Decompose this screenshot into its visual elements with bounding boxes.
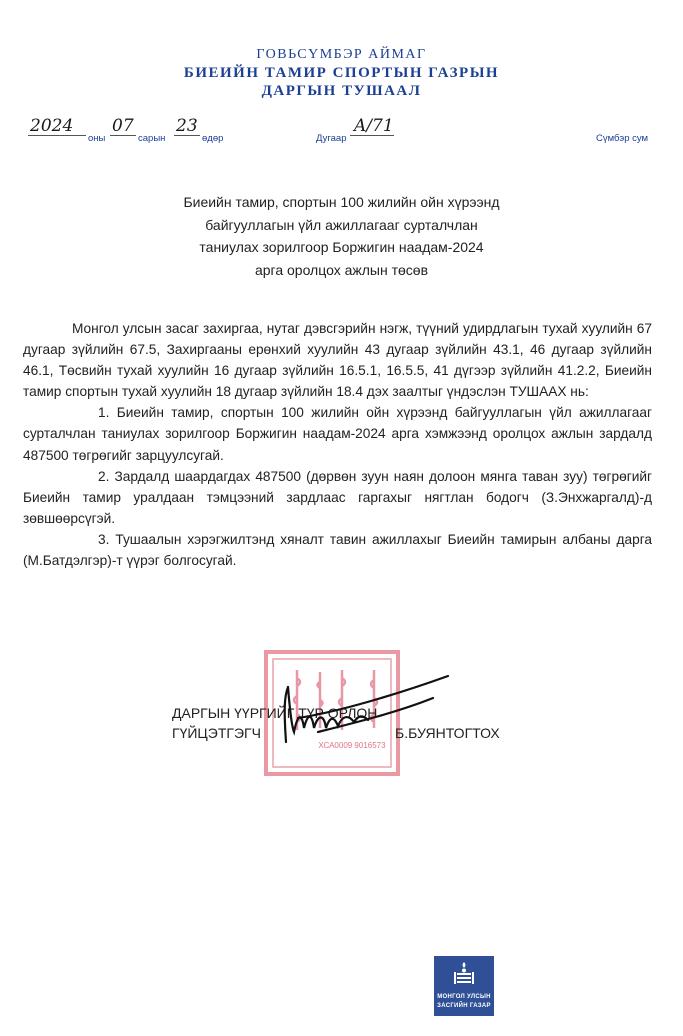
signer-title-line2: ГҮЙЦЭТГЭГЧ	[172, 725, 261, 741]
order-item-2: 2. Зардалд шаардагдах 487500 (дөрвөн зуун наян долоон мянга таван зуу) төгрөгийг Биеийн тамир уралдаан тэмцээний зардлаас гаргахыг нягтлан бодогч (З.Энхжаргалд)-д зөвшөөрсүгэй.	[23, 468, 652, 526]
title-line: байгууллагын үйл ажиллагааг сурталчлан	[205, 216, 478, 233]
order-item-1: 1. Биеийн тамир, спортын 100 жилийн ойн хүрээнд байгууллагын үйл ажиллагааг сурталчлан таниулах зорилгоор Боржигин наадам-2024 арга хэмжээнд оролцох ажлын зардалд 487500 төгрөгийг зарцуулсугай.	[23, 405, 652, 463]
logo-line2: ЗАСГИЙН ГАЗАР	[437, 1003, 491, 1009]
month-label: сарын	[138, 133, 166, 144]
date-year: 2024	[30, 116, 74, 136]
dateline	[26, 118, 666, 142]
place: Сүмбэр сум	[596, 133, 649, 144]
document-number: A/71	[354, 116, 394, 136]
number-label: Дугаар	[316, 133, 347, 144]
logo-line1: МОНГОЛ УЛСЫН	[437, 994, 491, 1000]
document-title	[0, 191, 683, 281]
signer-title-line1: ДАРГЫН ҮҮРГИЙГ ТҮР ОРЛОН	[172, 705, 378, 721]
year-label: оны	[88, 133, 106, 144]
signer-name: Б.БУЯНТОГТОХ	[395, 725, 500, 741]
soyombo-emblem-icon	[451, 960, 477, 986]
header-organization: БИЕИЙН ТАМИР СПОРТЫН ГАЗРЫН	[183, 65, 500, 81]
stamp-code: ХСА0009 9016573	[318, 741, 386, 750]
document-body	[23, 318, 652, 571]
day-label: өдөр	[202, 133, 224, 144]
date-day: 23	[176, 116, 198, 136]
date-month: 07	[112, 116, 134, 136]
handwritten-signature	[258, 672, 458, 752]
order-item-3: 3. Тушаалын хэрэгжилтэнд хяналт тавин ажиллахыг Биеийн тамирын албаны дарга (М.Батдэлгэр)-т үүрэг болгосугай.	[23, 531, 652, 569]
title-line: арга оролцох ажлын төсөв	[254, 261, 429, 278]
title-line: таниулах зорилгоор Боржигин наадам-2024	[199, 239, 484, 255]
government-logo	[434, 956, 494, 1016]
preamble-paragraph	[23, 318, 652, 402]
header-aimag: ГОВЬСҮМБЭР АЙМАГ	[256, 47, 427, 62]
title-line: Биеийн тамир, спортын 100 жилийн ойн хүрээнд	[183, 194, 500, 210]
preamble-text: Монгол улсын засаг захиргаа, нутаг дэвсгэрийн нэгж, түүний удирдлагын тухай хуулийн 67 дугаар зүйлийн 67.5, Захиргааны ерөнхий хуулийн 43 дугаар зүйлийн 43.1, 46 дугаар зүйлийн 46.1, Төсвийн тухай хуулийн 16 дугаар зүйлийн 16.5.1, 16.5.5, 41 дүгээр зүйлийн 41.2.2, Биеийн тамир спортын тухай хуулийн 18 дугаар зүйлийн 18.4 дэх заалтыг үндэслэн ТУШААХ нь:	[23, 321, 652, 400]
header-document-type: ДАРГЫН ТУШААЛ	[261, 83, 422, 99]
